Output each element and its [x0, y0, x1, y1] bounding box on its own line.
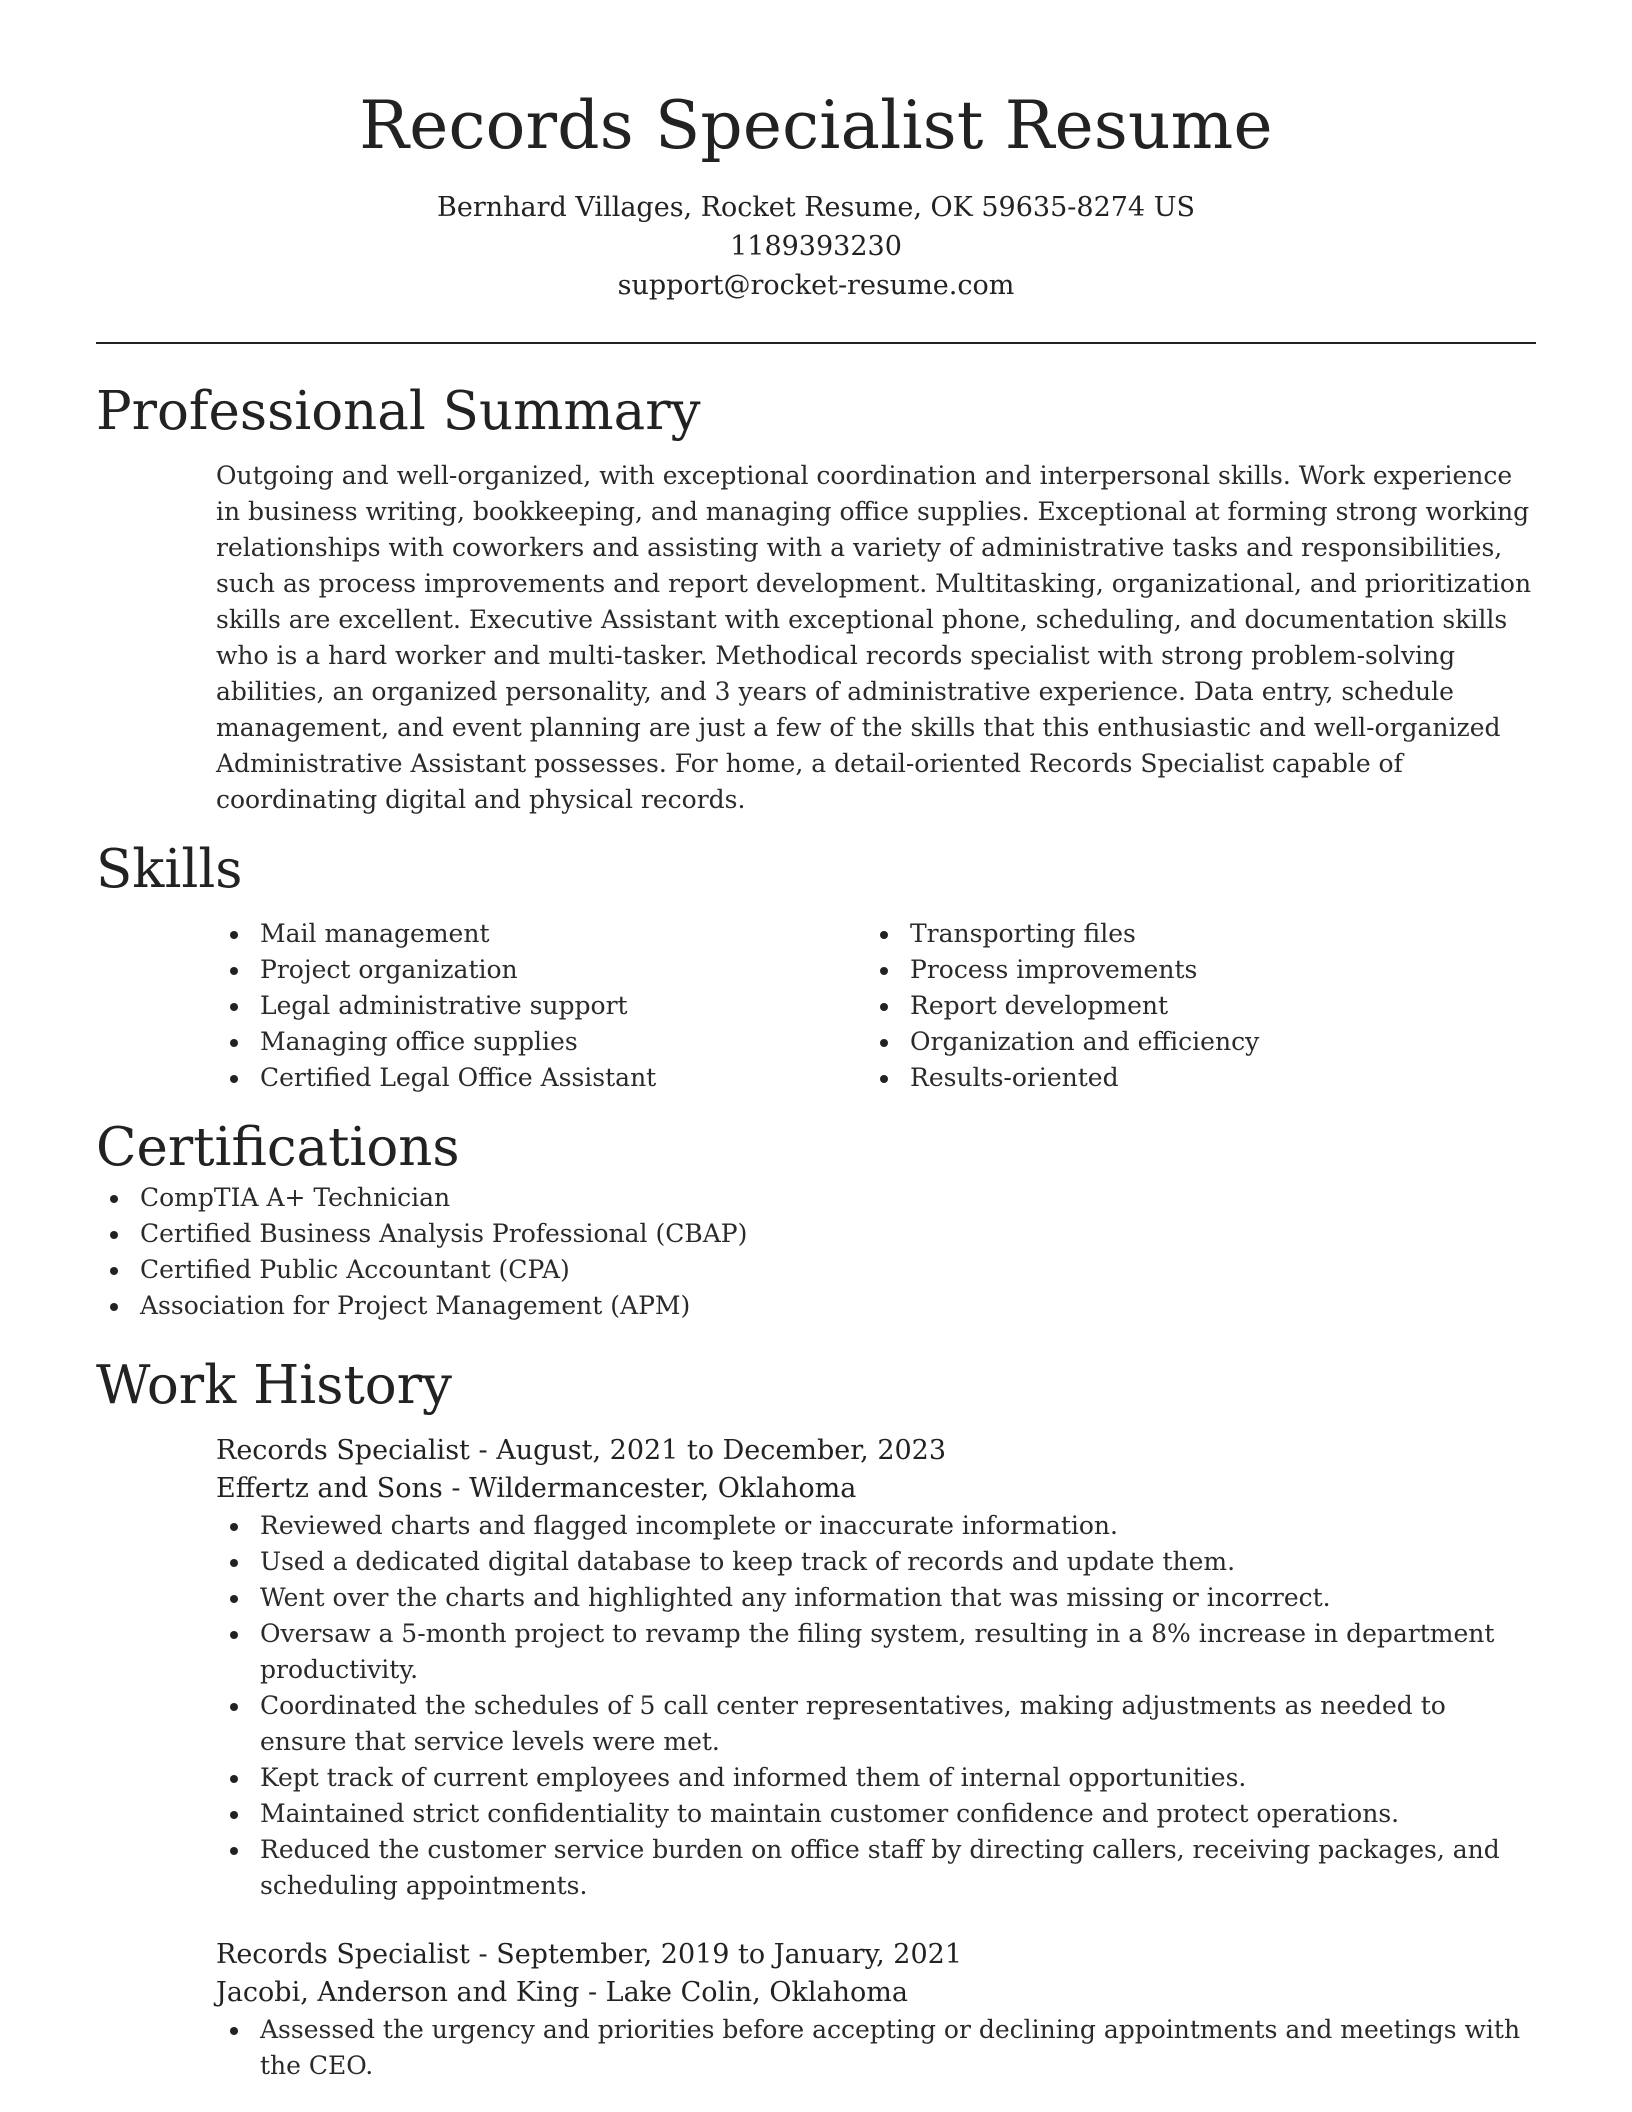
skills-heading: Skills: [96, 839, 243, 900]
certification-item: CompTIA A+ Technician: [96, 1180, 1536, 1216]
job-dates: September, 2019 to January, 2021: [496, 1939, 962, 1970]
job-title-line: Records Specialist - August, 2021 to December, 2023: [216, 1435, 947, 1466]
job-dates: August, 2021 to December, 2023: [496, 1435, 947, 1466]
skills-grid: [216, 916, 1536, 1096]
job-location: Lake Colin, Oklahoma: [605, 1977, 908, 2008]
skill-item: Process improvements: [866, 952, 1516, 988]
work-history-heading: Work History: [96, 1355, 452, 1416]
certification-item: Association for Project Management (APM): [96, 1288, 1536, 1324]
job-location: Wildermancester, Oklahoma: [469, 1473, 857, 1504]
summary-heading: Professional Summary: [96, 381, 701, 442]
skill-item: Transporting files: [866, 916, 1516, 952]
job-company: Effertz and Sons: [216, 1473, 443, 1504]
job-title-line: Records Specialist - September, 2019 to January, 2021: [216, 1939, 962, 1970]
certification-item: Certified Business Analysis Professional (CBAP): [96, 1216, 1536, 1252]
skills-left-column: [216, 916, 866, 1096]
job-company-line: Jacobi, Anderson and King - Lake Colin, Oklahoma: [216, 1977, 908, 2008]
job-duty: Maintained strict confidentiality to maintain customer confidence and protect operations.: [216, 1796, 1536, 1832]
skill-item: Managing office supplies: [216, 1024, 866, 1060]
job-entry: [216, 1936, 1536, 2084]
skill-item: Results-oriented: [866, 1060, 1516, 1096]
job-duties-list: [216, 2012, 1536, 2084]
job-company: Jacobi, Anderson and King: [216, 1977, 580, 2008]
job-company-line: Effertz and Sons - Wildermancester, Oklahoma: [216, 1473, 857, 1504]
skill-item: Project organization: [216, 952, 866, 988]
summary-text: Outgoing and well-organized, with exceptional coordination and interpersonal skills. Work experience in business writing, bookkeeping, and managing office supplies. Exceptional at forming strong working relationships with coworkers and assisting with a variety of administrative tasks and responsibilities, such as process improvements and report development. Multitasking, organizational, and prioritization skills are excellent. Executive Assistant with exceptional phone, scheduling, and documentation skills who is a hard worker and multi-tasker. Methodical records specialist with strong problem-solving abilities, an organized personality, and 3 years of administrative experience. Data entry, schedule management, and event planning are just a few of the skills that this enthusiastic and well-organized Administrative Assistant possesses. For home, a detail-oriented Records Specialist capable of coordinating digital and physical records.: [216, 461, 1532, 814]
skill-item: Legal administrative support: [216, 988, 866, 1024]
job-duty: Coordinated the schedules of 5 call center representatives, making adjustments as needed to ensure that service levels were met.: [216, 1688, 1536, 1760]
job-duties-list: [216, 1508, 1536, 1904]
job-entry: [216, 1432, 1536, 1904]
header-divider: [96, 342, 1536, 344]
job-duty: Assessed the urgency and priorities before accepting or declining appointments and meetings with the CEO.: [216, 2012, 1536, 2084]
contact-block: [96, 188, 1536, 305]
skill-item: Report development: [866, 988, 1516, 1024]
contact-email: support@rocket-resume.com: [617, 270, 1015, 301]
skill-item: Certified Legal Office Assistant: [216, 1060, 866, 1096]
skill-item: Mail management: [216, 916, 866, 952]
job-duty: Went over the charts and highlighted any information that was missing or incorrect.: [216, 1580, 1536, 1616]
job-duty: Oversaw a 5-month project to revamp the filing system, resulting in a 8% increase in department productivity.: [216, 1616, 1536, 1688]
certification-item: Certified Public Accountant (CPA): [96, 1252, 1536, 1288]
job-title: Records Specialist: [216, 1939, 470, 1970]
certifications-heading: Certifications: [96, 1117, 460, 1178]
contact-phone: 1189393230: [730, 231, 902, 262]
job-duty: Kept track of current employees and informed them of internal opportunities.: [216, 1760, 1536, 1796]
job-duty: Reduced the customer service burden on office staff by directing callers, receiving packages, and scheduling appointments.: [216, 1832, 1536, 1904]
job-duty: Reviewed charts and flagged incomplete or inaccurate information.: [216, 1508, 1536, 1544]
resume-title: Records Specialist Resume: [359, 87, 1273, 164]
certifications-list: [96, 1180, 1536, 1324]
job-title: Records Specialist: [216, 1435, 470, 1466]
skills-right-column: [866, 916, 1516, 1096]
skill-item: Organization and efficiency: [866, 1024, 1516, 1060]
contact-address: Bernhard Villages, Rocket Resume, OK 59635-8274 US: [437, 192, 1195, 223]
job-duty: Used a dedicated digital database to keep track of records and update them.: [216, 1544, 1536, 1580]
